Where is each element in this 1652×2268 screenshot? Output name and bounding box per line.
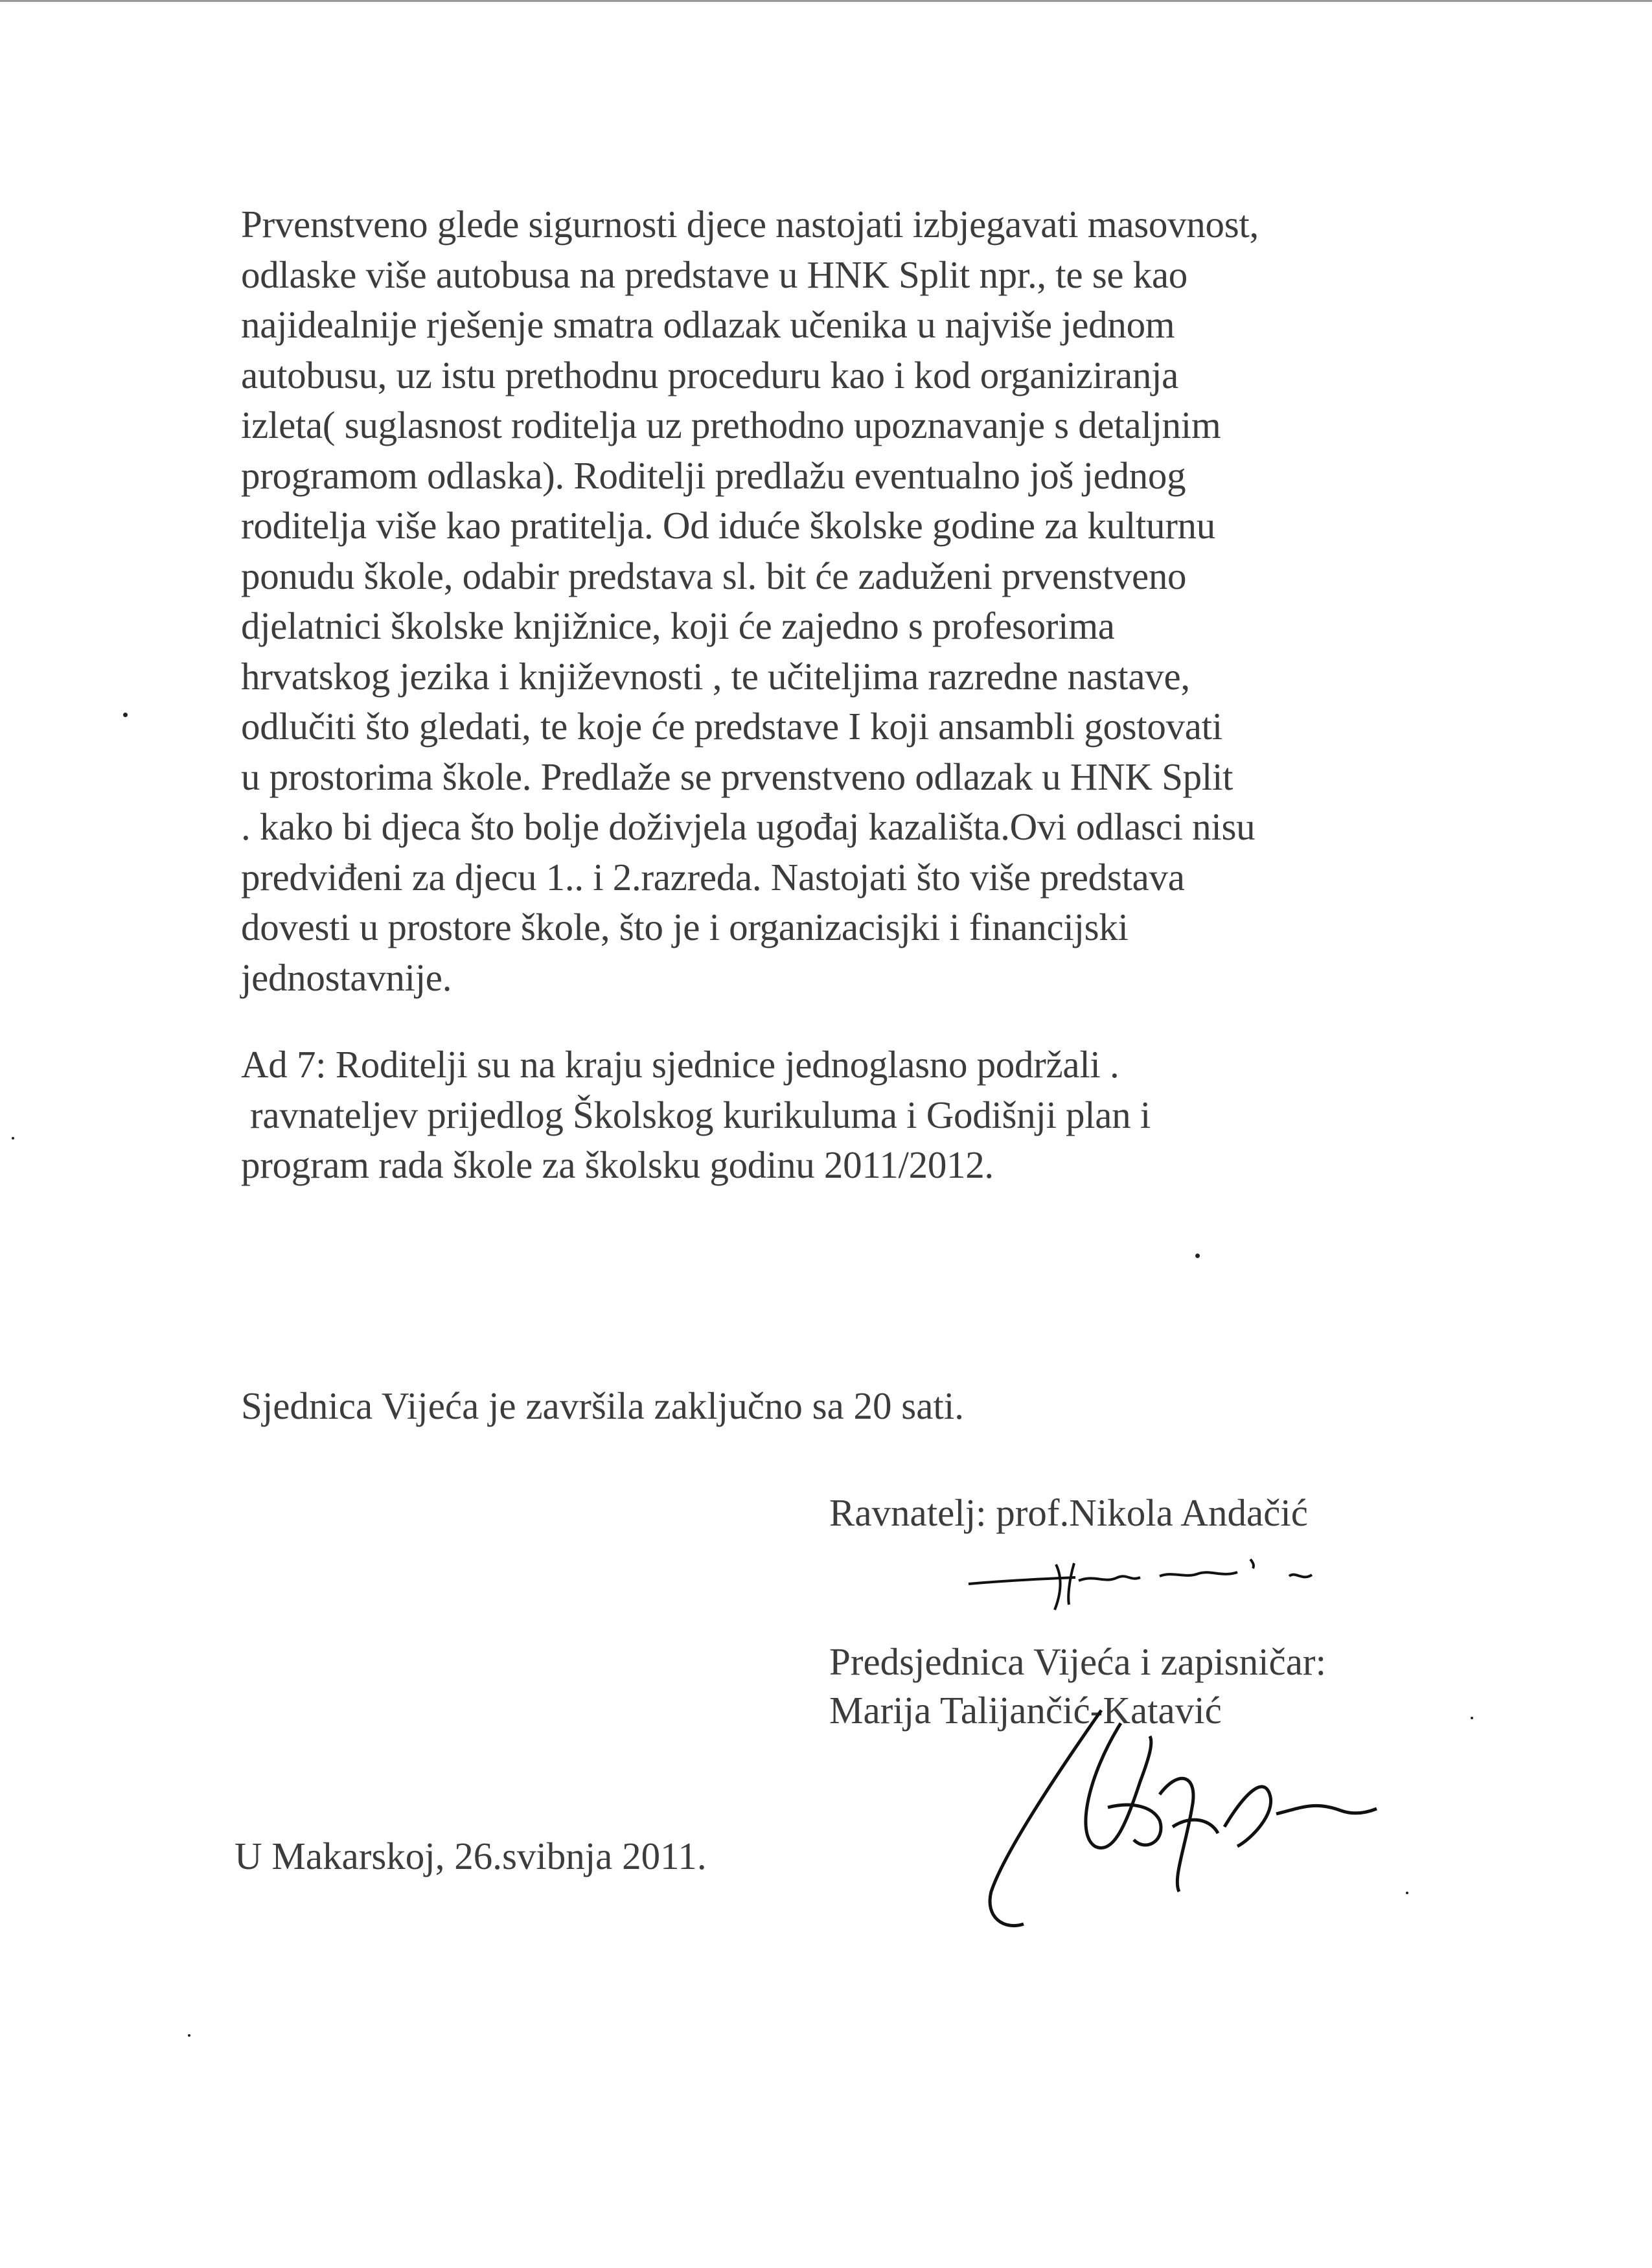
scan-speck (1406, 1892, 1408, 1894)
body-line: jednostavnije. (241, 956, 452, 999)
chair-signature-label: Predsjednica Vijeća i zapisničar: (829, 1640, 1326, 1683)
body-line: ponudu škole, odabir predstava sl. bit će zaduženi prvenstveno (241, 554, 1187, 597)
chair-signature (978, 1697, 1393, 1943)
body-line: predviđeni za djecu 1.. i 2.razreda. Nastojati što više predstava (241, 855, 1185, 899)
body-line: roditelja više kao pratitelja. Od iduće školske godine za kulturnu (241, 504, 1215, 547)
body-line: autobusu, uz istu prethodnu proceduru kao i kod organiziranja (241, 353, 1179, 396)
ad7-line: Ad 7: Roditelji su na kraju sjednice jednoglasno podržali . (241, 1043, 1119, 1086)
top-scan-edge (0, 0, 1652, 2)
body-line: izleta( suglasnost roditelja uz prethodno upoznavanje s detaljnim (241, 404, 1221, 446)
body-line: najidealnije rješenje smatra odlazak učenika u najviše jednom (241, 303, 1175, 346)
chair-name: Marija Talijančić-Katavić (829, 1689, 1222, 1732)
meeting-closing-statement: Sjednica Vijeća je završila zaključno sa 20 sati. (241, 1384, 964, 1427)
scan-speck (1471, 1717, 1473, 1719)
body-line: Prvenstveno glede sigurnosti djece nastojati izbjegavati masovnost, (241, 203, 1259, 246)
body-line: . kako bi djeca što bolje doživjela ugođaj kazališta.Ovi odlasci nisu (241, 805, 1256, 848)
place-and-date: U Makarskoj, 26.svibnja 2011. (235, 1835, 707, 1877)
body-line: odlučiti što gledati, te koje će predstave I koji ansambli gostovati (241, 705, 1222, 748)
scan-speck (188, 2034, 190, 2037)
scan-speck (12, 1137, 14, 1140)
principal-signature (965, 1545, 1328, 1616)
body-line: programom odlaska). Roditelji predlažu eventualno još jednog (241, 453, 1186, 497)
body-line: u prostorima škole. Predlaže se prvenstveno odlazak u HNK Split (241, 755, 1233, 798)
body-line: djelatnici školske knjižnice, koji će zajedno s profesorima (241, 604, 1115, 647)
body-line: hrvatskog jezika i književnosti , te učiteljima razredne nastave, (241, 654, 1190, 698)
scan-speck (1195, 1254, 1200, 1258)
minutes-body-paragraph (241, 200, 1427, 1003)
ad7-line: program rada škole za školsku godinu 2011/2012. (241, 1143, 994, 1186)
agenda-item-7 (241, 1040, 1151, 1191)
body-line: odlaske više autobusa na predstave u HNK Split npr., te se kao (241, 253, 1188, 296)
ad7-line: ravnateljev prijedlog Školskog kurikuluma i Godišnji plan i (250, 1093, 1151, 1136)
scan-speck (123, 713, 128, 717)
principal-signature-label: Ravnatelj: prof.Nikola Andačić (829, 1491, 1308, 1534)
body-line: dovesti u prostore škole, što je i organizacisjki i financijski (241, 906, 1129, 948)
